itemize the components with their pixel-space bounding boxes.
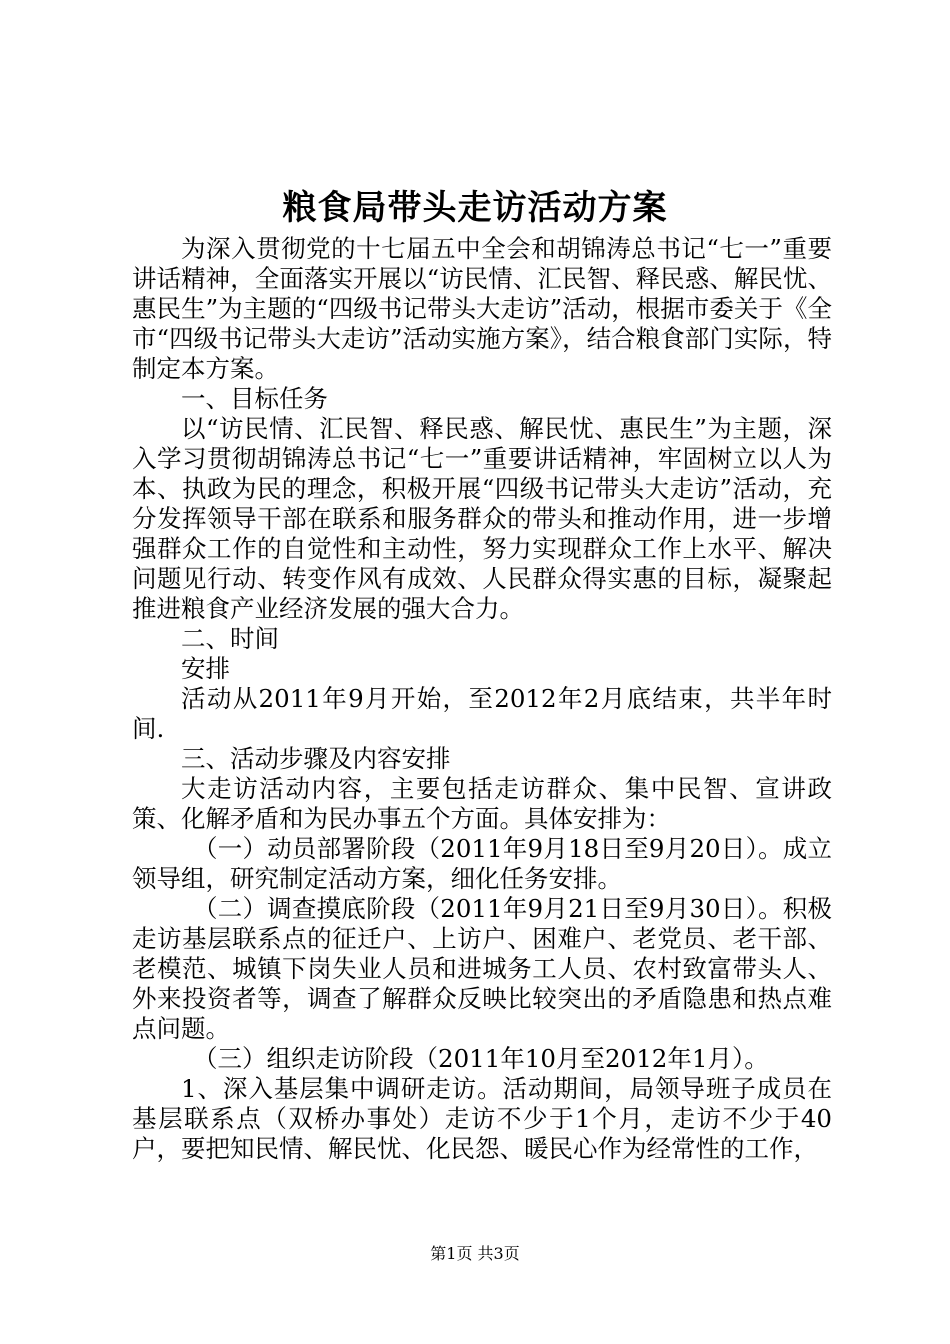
paragraph-time: 活动从2011年9月开始，至2012年2月底结束，共半年时间. <box>132 684 832 743</box>
paragraph-steps-intro: 大走访活动内容，主要包括走访群众、集中民智、宣讲政策、化解矛盾和为民办事五个方面。具体安排为： <box>132 774 832 833</box>
paragraph-item-1: 1、深入基层集中调研走访。活动期间，局领导班子成员在基层联系点（双桥办事处）走访不少于1个月，走访不少于40户，要把知民情、解民忧、化民怨、暖民心作为经常性的工作， <box>132 1074 832 1163</box>
page-number: 第1页 共3页 <box>430 1244 520 1263</box>
paragraph-stage-2: （二）调查摸底阶段（2011年9月21日至9月30日）。积极走访基层联系点的征迁户、上访户、困难户、老党员、老干部、老模范、城镇下岗失业人员和进城务工人员、农村致富带头人、外来投资者等，调查了解群众反映比较突出的矛盾隐患和热点难点问题。 <box>132 894 832 1043</box>
paragraph-stage-3: （三）组织走访阶段（2011年10月至2012年1月）。 <box>193 1044 769 1073</box>
paragraph-stage-1: （一）动员部署阶段（2011年9月18日至9月20日）。成立领导组，研究制定活动方案，细化任务安排。 <box>132 834 832 893</box>
document-title: 粮食局带头走访活动方案 <box>282 188 668 228</box>
document-body <box>132 234 832 1164</box>
heading-goals: 一、目标任务 <box>181 384 328 413</box>
heading-arrangement: 安排 <box>181 654 230 683</box>
paragraph-intro: 为深入贯彻党的十七届五中全会和胡锦涛总书记“七一”重要讲话精神，全面落实开展以“访民情、汇民智、释民惑、解民忧、惠民生”为主题的“四级书记带头大走访”活动，根据市委关于《全市“四级书记带头大走访”活动实施方案》，结合粮食部门实际，特制定本方案。 <box>132 234 832 383</box>
heading-time: 二、时间 <box>181 624 279 653</box>
paragraph-goals: 以“访民情、汇民智、释民惑、解民忧、惠民生”为主题，深入学习贯彻胡锦涛总书记“七一”重要讲话精神，牢固树立以人为本、执政为民的理念，积极开展“四级书记带头大走访”活动，充分发挥领导干部在联系和服务群众的带头和推动作用，进一步增强群众工作的自觉性和主动性，努力实现群众工作上水平、解决问题见行动、转变作风有成效、人民群众得实惠的目标，凝聚起推进粮食产业经济发展的强大合力。 <box>132 414 832 623</box>
heading-steps: 三、活动步骤及内容安排 <box>181 744 451 773</box>
